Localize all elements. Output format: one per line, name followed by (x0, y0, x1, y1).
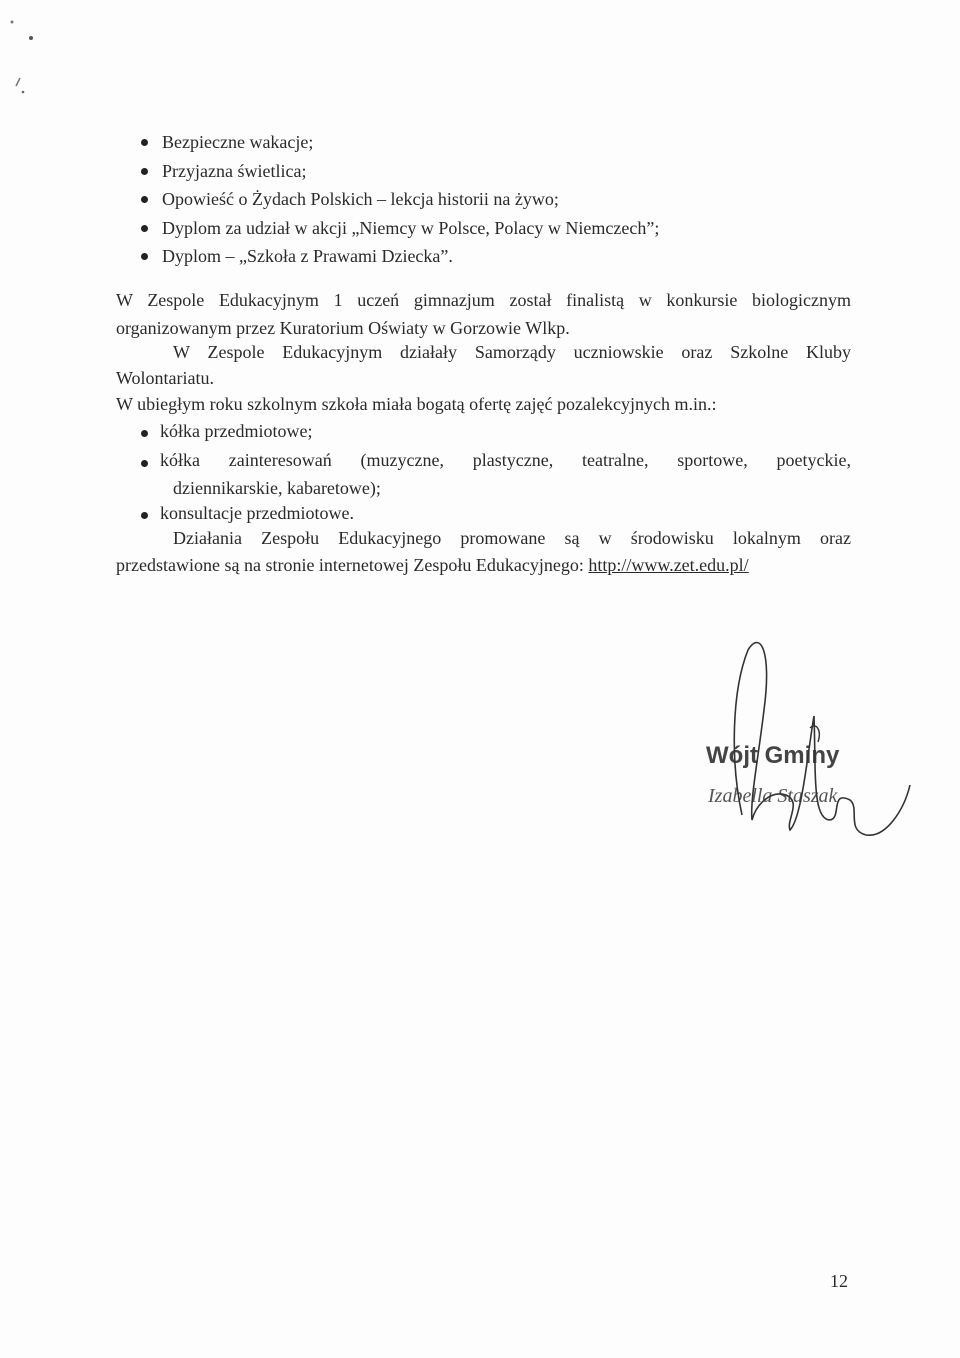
finalist-paragraph-line-2: organizowanym przez Kuratorium Oświaty w Gorzowie Wlkp. (116, 318, 570, 338)
offer-item-2-line-2: dziennikarskie, kabaretowe); (173, 478, 381, 498)
bullet-dot (141, 430, 148, 437)
stamp-title: Wójt Gminy (706, 742, 840, 769)
samorzady-paragraph-line-1: W Zespole Edukacyjnym działały Samorządy uczniowskie oraz Szkolne Kluby (173, 342, 851, 362)
finalist-paragraph-line-1: W Zespole Edukacyjnym 1 uczeń gimnazjum został finalistą w konkursie biologicznym (116, 290, 851, 310)
offer-item-2-line-1: kółka zainteresowań (muzyczne, plastyczne, teatralne, sportowe, poetyckie, (160, 450, 851, 470)
list-item: Przyjazna świetlica; (138, 157, 659, 186)
stamp-name: Izabella Staszak (708, 785, 838, 807)
offer-item-1: kółka przedmiotowe; (160, 421, 313, 441)
bullet-dot (141, 460, 148, 467)
signature-stamp (690, 630, 920, 860)
list-item: Bezpieczne wakacje; (138, 128, 659, 157)
list-item: Dyplom za udział w akcji „Niemcy w Polsce, Polacy w Niemczech”; (138, 214, 659, 243)
bullet-dot (141, 512, 148, 519)
scan-specks (0, 0, 960, 120)
website-link[interactable]: http://www.zet.edu.pl/ (588, 555, 749, 575)
offer-item-3: konsultacje przedmiotowe. (160, 503, 354, 523)
promotion-paragraph-line-2 (116, 555, 749, 576)
achievements-list (138, 128, 659, 271)
samorzady-paragraph-line-2: Wolontariatu. (116, 368, 215, 388)
list-item: Opowieść o Żydach Polskich – lekcja historii na żywo; (138, 185, 659, 214)
offer-paragraph: W ubiegłym roku szkolnym szkoła miała bogatą ofertę zajęć pozalekcyjnych m.in.: (116, 394, 717, 414)
page-number: 12 (830, 1271, 848, 1291)
promotion-paragraph-line-1: Działania Zespołu Edukacyjnego promowane są w środowisku lokalnym oraz (173, 528, 851, 548)
promotion-text: przedstawione są na stronie internetowej Zespołu Edukacyjnego: (116, 555, 589, 575)
list-item: Dyplom – „Szkoła z Prawami Dziecka”. (138, 242, 659, 271)
